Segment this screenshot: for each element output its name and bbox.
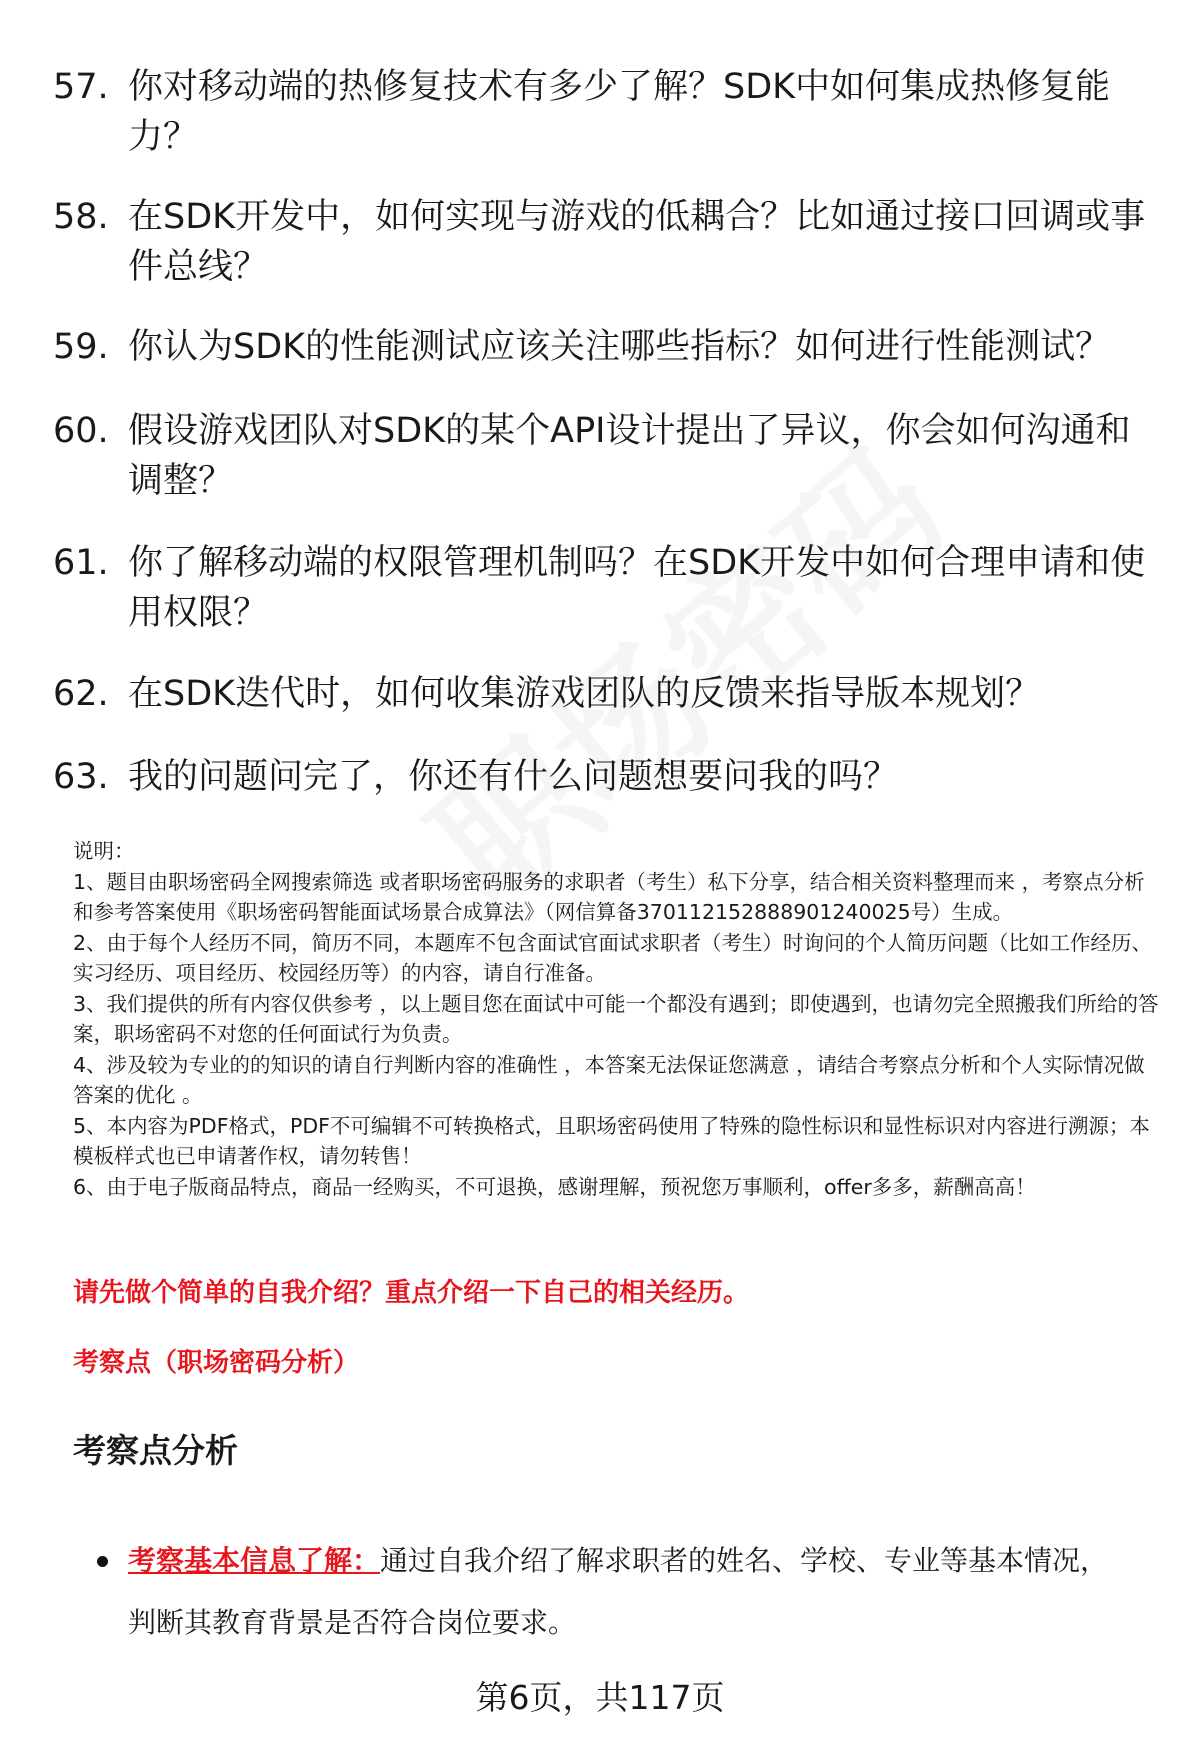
- question-title: 请先做个简单的自我介绍？重点介绍一下自己的相关经历。: [73, 1278, 750, 1308]
- question-number: 60.: [53, 411, 109, 451]
- question-number: 58.: [53, 197, 109, 237]
- note-item: 3、我们提供的所有内容仅供参考 ，以上题目您在面试中可能一个都没有遇到；即使遇到，也请勿完全照搬我们所给的答案，职场密码不对您的任何面试行为负责。: [73, 991, 1159, 1046]
- question-text: 假设游戏团队对SDK的某个API设计提出了异议，你会如何沟通和调整？: [128, 411, 1131, 501]
- question-number: 62.: [53, 674, 109, 714]
- question-number: 61.: [53, 543, 109, 583]
- analysis-bullet: [97, 1530, 1127, 1654]
- note-item: 6、由于电子版商品特点，商品一经购买，不可退换，感谢理解，预祝您万事顺利，offer多多，薪酬高高！: [73, 1174, 1036, 1199]
- note-item: 2、由于每个人经历不同，简历不同，本题库不包含面试官面试求职者（考生）时询问的个人简历问题（比如工作经历、实习经历、项目经历、校园经历等）的内容，请自行准备。: [73, 930, 1153, 985]
- notes-title: 说明：: [73, 839, 135, 863]
- analysis-heading: 考察点分析: [73, 1431, 238, 1470]
- question-63: [53, 752, 1163, 802]
- question-61: [53, 538, 1163, 638]
- bullet-text: 通过自我介绍了解求职者的姓名、学校、专业等基本情况，判断其教育背景是否符合岗位要求。: [128, 1544, 1109, 1639]
- question-text: 在SDK开发中，如何实现与游戏的低耦合？比如通过接口回调或事件总线？: [128, 197, 1146, 287]
- question-text: 我的问题问完了，你还有什么问题想要问我的吗？: [128, 757, 899, 797]
- bullet-icon: [97, 1556, 108, 1567]
- note-item: 5、本内容为PDF格式，PDF不可编辑不可转换格式，且职场密码使用了特殊的隐性标识和显性标识对内容进行溯源；本模板样式也已申请著作权，请勿转售！: [73, 1113, 1150, 1168]
- note-item: 1、题目由职场密码全网搜索筛选 或者职场密码服务的求职者（考生）私下分享，结合相关资料整理而来 ，考察点分析和参考答案使用《职场密码智能面试场景合成算法》（网信算备370112152888901240025号）生成。: [73, 869, 1145, 924]
- question-60: [53, 406, 1163, 506]
- analysis-label: 考察点（职场密码分析）: [73, 1348, 360, 1378]
- question-58: [53, 192, 1163, 292]
- question-text: 在SDK迭代时，如何收集游戏团队的反馈来指导版本规划？: [128, 674, 1041, 714]
- note-item: 4、涉及较为专业的的知识的请自行判断内容的准确性 ，本答案无法保证您满意 ，请结合考察点分析和个人实际情况做答案的优化 。: [73, 1052, 1145, 1107]
- notes-section: [73, 836, 1163, 1202]
- question-62: [53, 669, 1163, 719]
- page-number: 第6页，共117页: [475, 1678, 725, 1717]
- question-text: 你对移动端的热修复技术有多少了解？SDK中如何集成热修复能力？: [128, 67, 1111, 157]
- bullet-lead: 考察基本信息了解：: [128, 1544, 381, 1577]
- question-number: 57.: [53, 67, 109, 107]
- question-57: [53, 62, 1163, 162]
- question-number: 63.: [53, 757, 109, 797]
- question-59: [53, 322, 1163, 372]
- question-text: 你了解移动端的权限管理机制吗？在SDK开发中如何合理申请和使用权限？: [128, 543, 1146, 633]
- question-text: 你认为SDK的性能测试应该关注哪些指标？如何进行性能测试？: [128, 327, 1111, 367]
- question-number: 59.: [53, 327, 109, 367]
